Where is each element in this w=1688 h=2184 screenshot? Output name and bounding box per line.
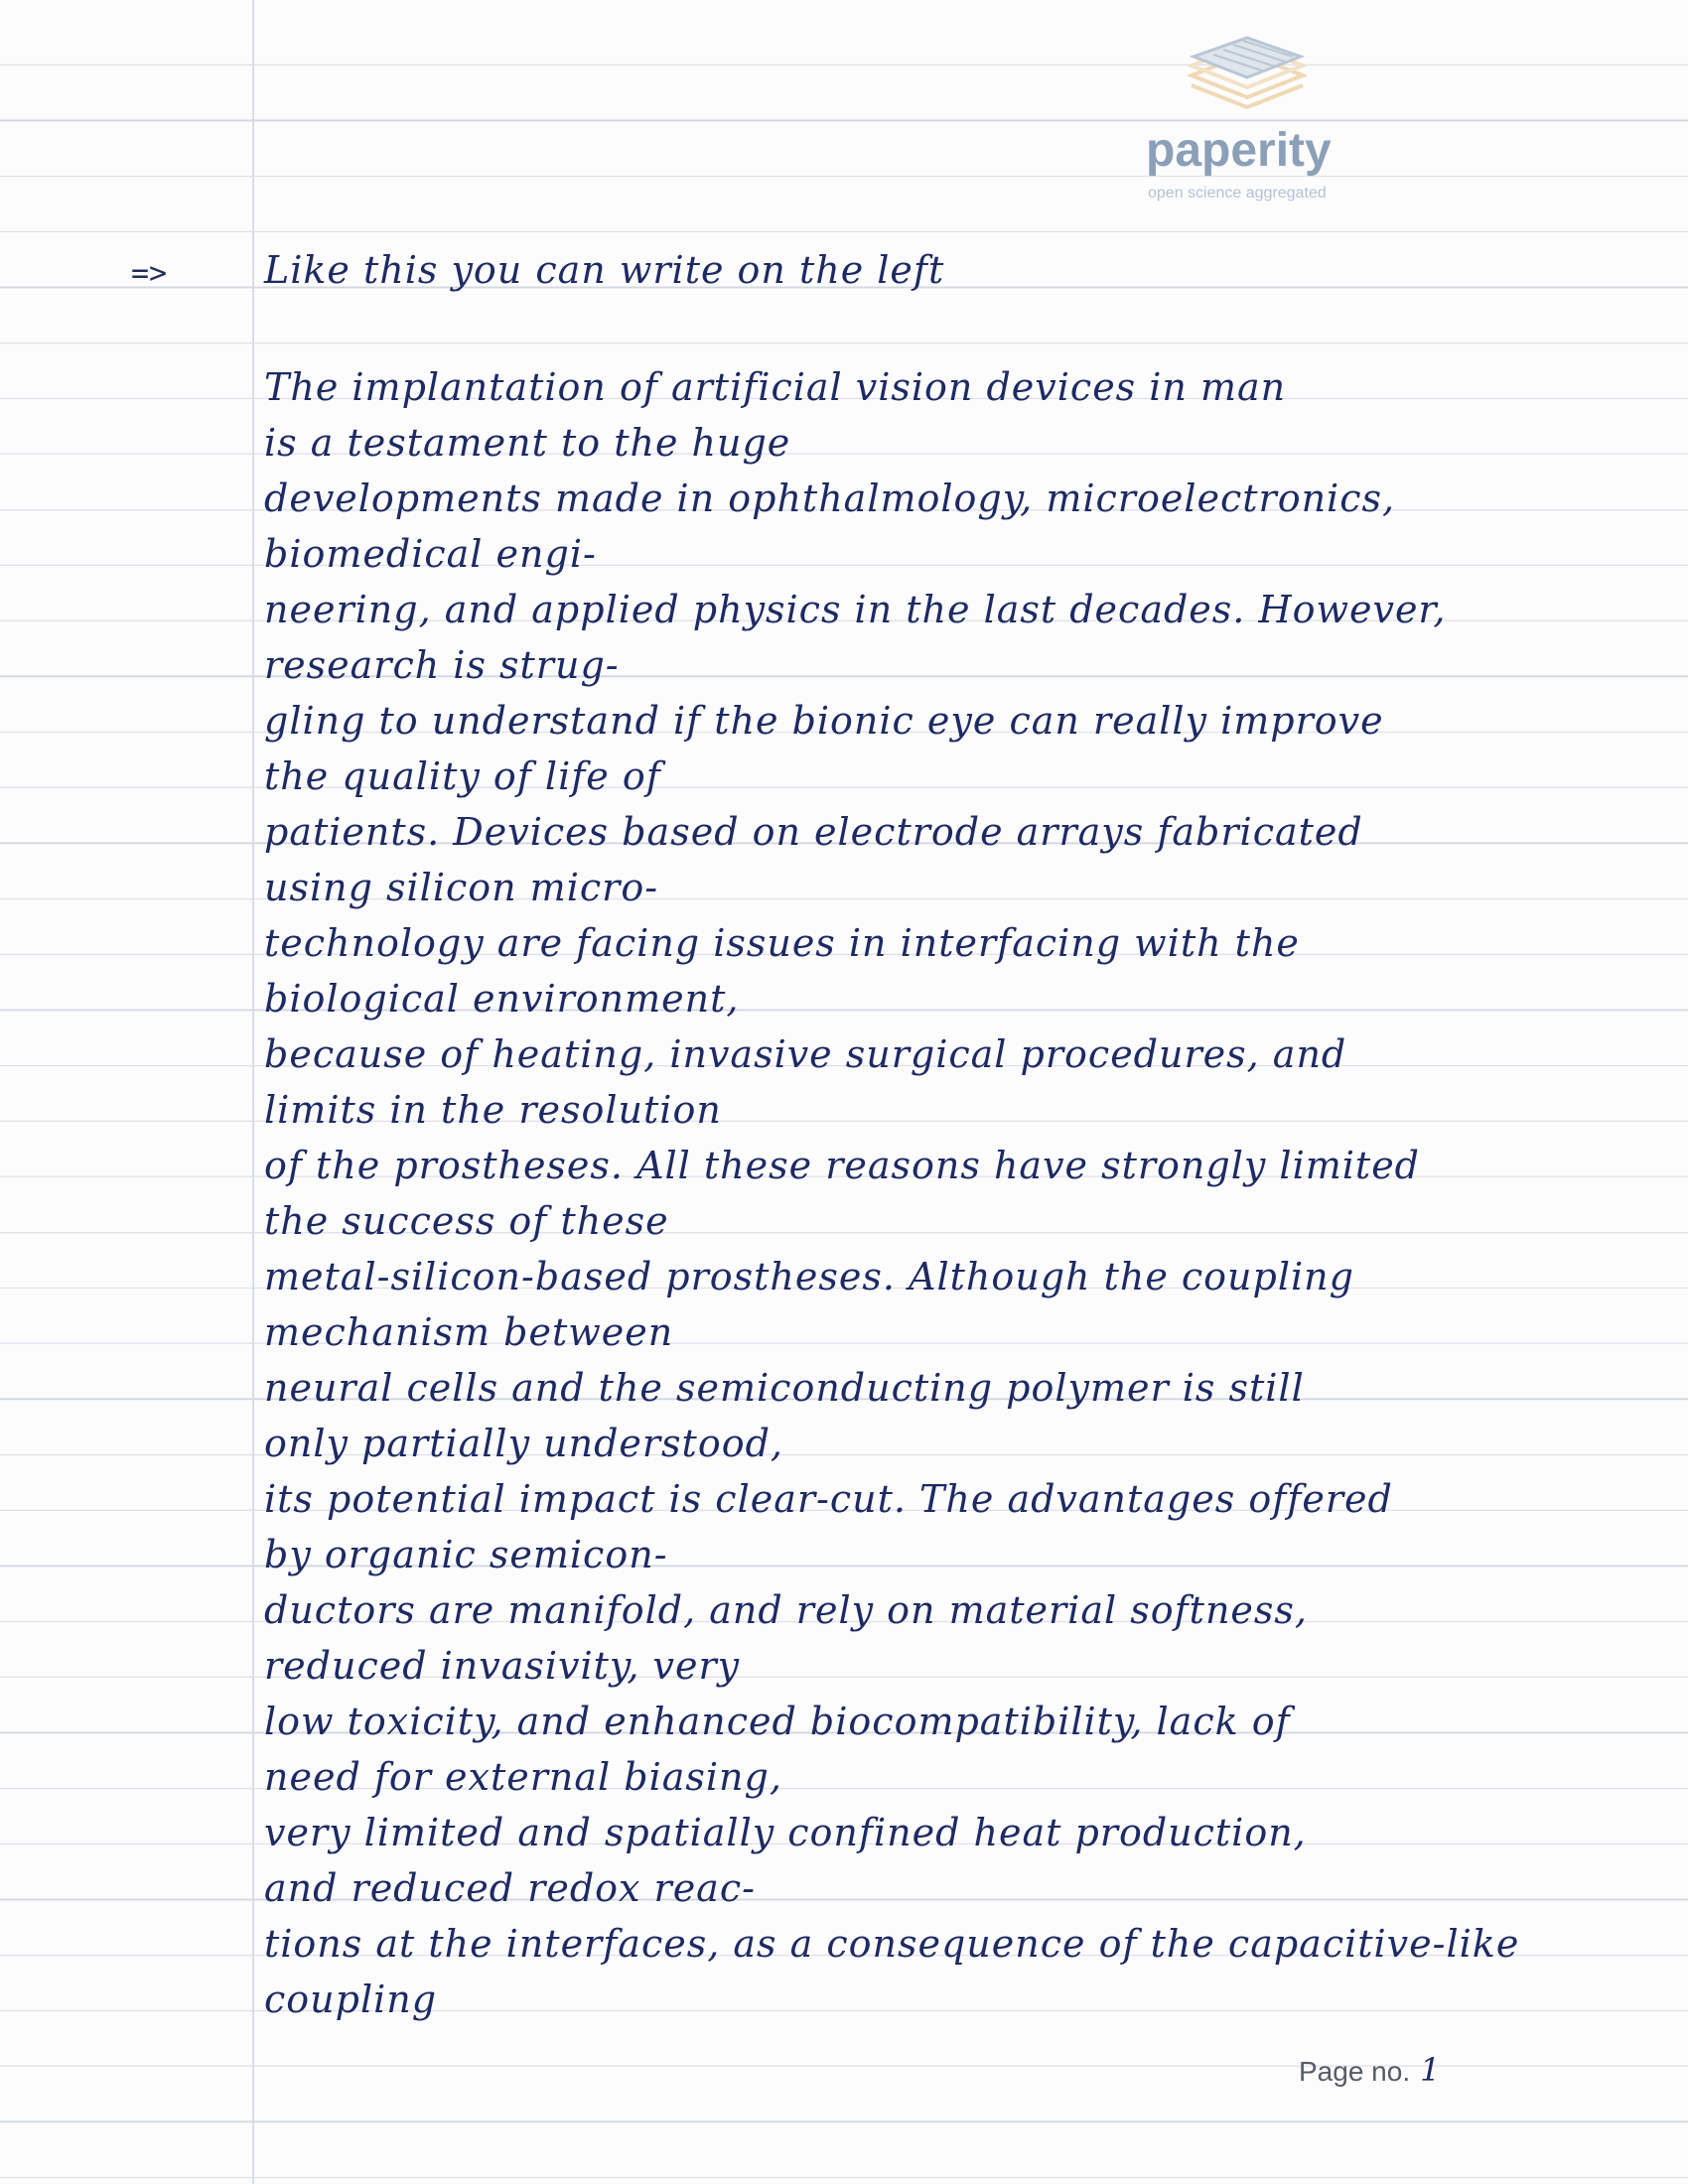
text-line: using silicon micro- bbox=[264, 866, 659, 909]
text-line: The implantation of artificial vision devices in man bbox=[264, 365, 1287, 409]
left-note-heading: Like this you can write on the left bbox=[264, 248, 945, 292]
page-number-footer bbox=[1299, 2051, 1440, 2089]
text-line: very limited and spatially confined heat production, bbox=[264, 1811, 1307, 1854]
text-line: research is strug- bbox=[264, 643, 620, 687]
text-line: tions at the interfaces, as a consequence of the capacitive-like bbox=[264, 1922, 1520, 1966]
text-line: coupling bbox=[264, 1978, 438, 2021]
text-line: the quality of life of bbox=[264, 754, 661, 798]
text-line: the success of these bbox=[264, 1199, 669, 1243]
text-line: technology are facing issues in interfacing with the bbox=[264, 921, 1300, 965]
text-line: low toxicity, and enhanced biocompatibility, lack of bbox=[264, 1700, 1291, 1743]
text-line: reduced invasivity, very bbox=[264, 1644, 741, 1688]
text-line: gling to understand if the bionic eye can really improve bbox=[264, 699, 1384, 743]
margin-line bbox=[252, 0, 254, 2184]
text-line: biological environment, bbox=[264, 977, 740, 1021]
page-number-value: 1 bbox=[1420, 2051, 1441, 2089]
text-line: metal-silicon-based prostheses. Although the coupling bbox=[264, 1255, 1354, 1298]
text-line: biomedical engi- bbox=[264, 532, 597, 576]
text-line: ductors are manifold, and rely on material softness, bbox=[264, 1588, 1308, 1632]
text-line: neering, and applied physics in the last decades. However, bbox=[264, 588, 1447, 631]
margin-arrow: => bbox=[131, 256, 168, 291]
handwritten-paragraph bbox=[264, 359, 1519, 2027]
text-line: neural cells and the semiconducting polymer is still bbox=[264, 1366, 1305, 1410]
text-line: only partially understood, bbox=[264, 1422, 783, 1465]
paperity-logo bbox=[1142, 36, 1350, 214]
text-line: is a testament to the huge bbox=[264, 421, 791, 465]
page-number-label: Page no. bbox=[1299, 2056, 1411, 2087]
text-line: patients. Devices based on electrode arrays fabricated bbox=[264, 810, 1363, 854]
text-line: need for external biasing, bbox=[264, 1755, 782, 1799]
logo-tagline: open science aggregated bbox=[1148, 185, 1327, 202]
text-line: of the prostheses. All these reasons have strongly limited bbox=[264, 1144, 1421, 1187]
text-line: developments made in ophthalmology, microelectronics, bbox=[264, 477, 1396, 520]
paper-stack-icon bbox=[1188, 36, 1307, 119]
text-line: limits in the resolution bbox=[264, 1088, 722, 1132]
text-line: and reduced redox reac- bbox=[264, 1866, 756, 1910]
logo-wordmark: paperity bbox=[1146, 124, 1332, 177]
text-line: because of heating, invasive surgical procedures, and bbox=[264, 1032, 1347, 1076]
text-line: mechanism between bbox=[264, 1310, 674, 1354]
text-line: its potential impact is clear-cut. The advantages offered bbox=[264, 1477, 1393, 1521]
text-line: by organic semicon- bbox=[264, 1533, 668, 1576]
